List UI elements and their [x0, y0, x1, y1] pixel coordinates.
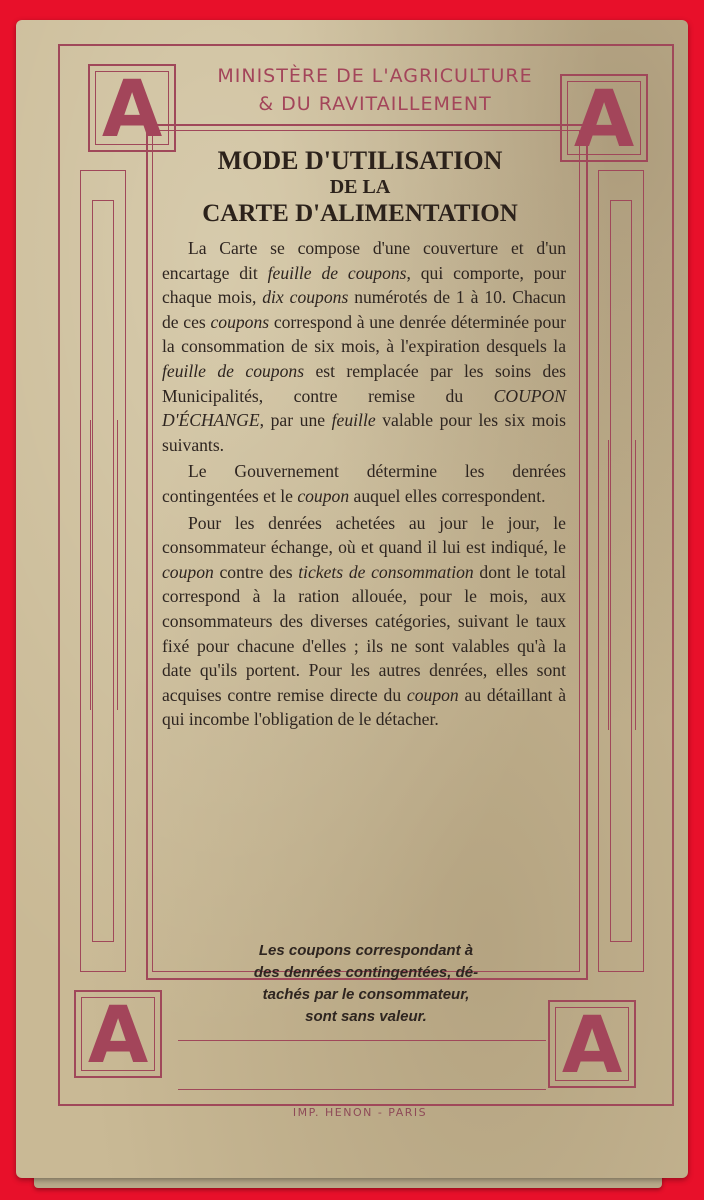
text-run: , qui comporte, pour chaque mois,: [162, 262, 567, 308]
italic-term: dix coupons: [262, 287, 349, 308]
text-run: auquel elles correspondent.: [349, 485, 546, 506]
italic-term: coupons: [210, 311, 270, 332]
text-run: La Carte se compose d'une couverture et d'un encartage dit: [162, 238, 566, 283]
title-line-3: CARTE D'ALIMENTATION: [202, 200, 518, 227]
ministry-line-2: & DU RAVITAILLEMENT: [258, 93, 492, 115]
note-line-4: sont sans valeur.: [305, 1008, 427, 1025]
text-run: est remplacée par les soins des Municipalités, contre remise du: [162, 360, 566, 406]
note-line-2: des denrées contingentées, dé-: [253, 964, 479, 981]
title-line-2: DE LA: [329, 176, 391, 198]
paragraph: [162, 236, 566, 457]
text-run: Le Gouvernement détermine les denrées contingentées et le: [162, 461, 566, 506]
text-run: numérotés de 1 à 10. Chacun de ces: [162, 287, 566, 332]
ministry-line-1: MINISTÈRE DE L'AGRICULTURE: [217, 65, 533, 87]
corner-emblem-bottom-left: [74, 990, 162, 1081]
text-run: contre des: [213, 561, 299, 582]
italic-term: coupon: [297, 485, 350, 506]
italic-term: feuille de coupons: [162, 360, 305, 381]
page-title: [160, 146, 560, 230]
bottom-ornament-band: [178, 1040, 546, 1090]
text-run: , par une: [259, 410, 332, 431]
italic-term: coupon: [406, 684, 459, 705]
italic-term: tickets de consommation: [298, 561, 474, 582]
ministry-header: [160, 62, 590, 118]
validity-note: [160, 940, 572, 1028]
corner-letter: A: [573, 75, 635, 165]
italic-term: feuille de coupons: [267, 262, 407, 283]
text-run: correspond à une denrée déterminée pour la consommation de six mois, à l'expiration desquels la: [162, 311, 566, 357]
note-line-1: Les coupons correspondant à: [258, 942, 474, 959]
right-torch-ornament: [608, 440, 636, 730]
italic-term: COUPON D'ÉCHANGE: [162, 385, 566, 431]
text-run: dont le total correspond à la ration allouée, pour le mois, aux consommateurs des diverses catégories, suivant le taux fixé pour chacune d'elles ; ils ne sont valables qu'à la date qu'ils portent. Pour les autres denrées, elles sont acquises contre remise directe du: [162, 561, 566, 705]
corner-letter: A: [87, 991, 149, 1081]
text-run: au détaillant à qui incombe l'obligation de le détacher.: [162, 684, 566, 730]
paragraph: [162, 459, 566, 508]
text-run: valable pour les six mois suivants.: [162, 410, 566, 455]
corner-letter: A: [561, 1001, 623, 1091]
left-torch-ornament: [90, 420, 118, 710]
corner-letter: A: [101, 65, 163, 155]
instructions-text: [162, 236, 566, 734]
title-line-1: MODE D'UTILISATION: [217, 146, 503, 175]
italic-term: feuille: [331, 410, 376, 431]
text-run: Pour les denrées achetées au jour le jour, le consommateur échange, où et quand il lui est indiqué, le: [162, 512, 566, 558]
note-line-3: tachés par le consommateur,: [262, 986, 470, 1003]
italic-term: coupon: [162, 561, 214, 582]
paragraph: [162, 511, 566, 732]
printer-imprint: IMP. HENON - PARIS: [292, 1106, 428, 1119]
